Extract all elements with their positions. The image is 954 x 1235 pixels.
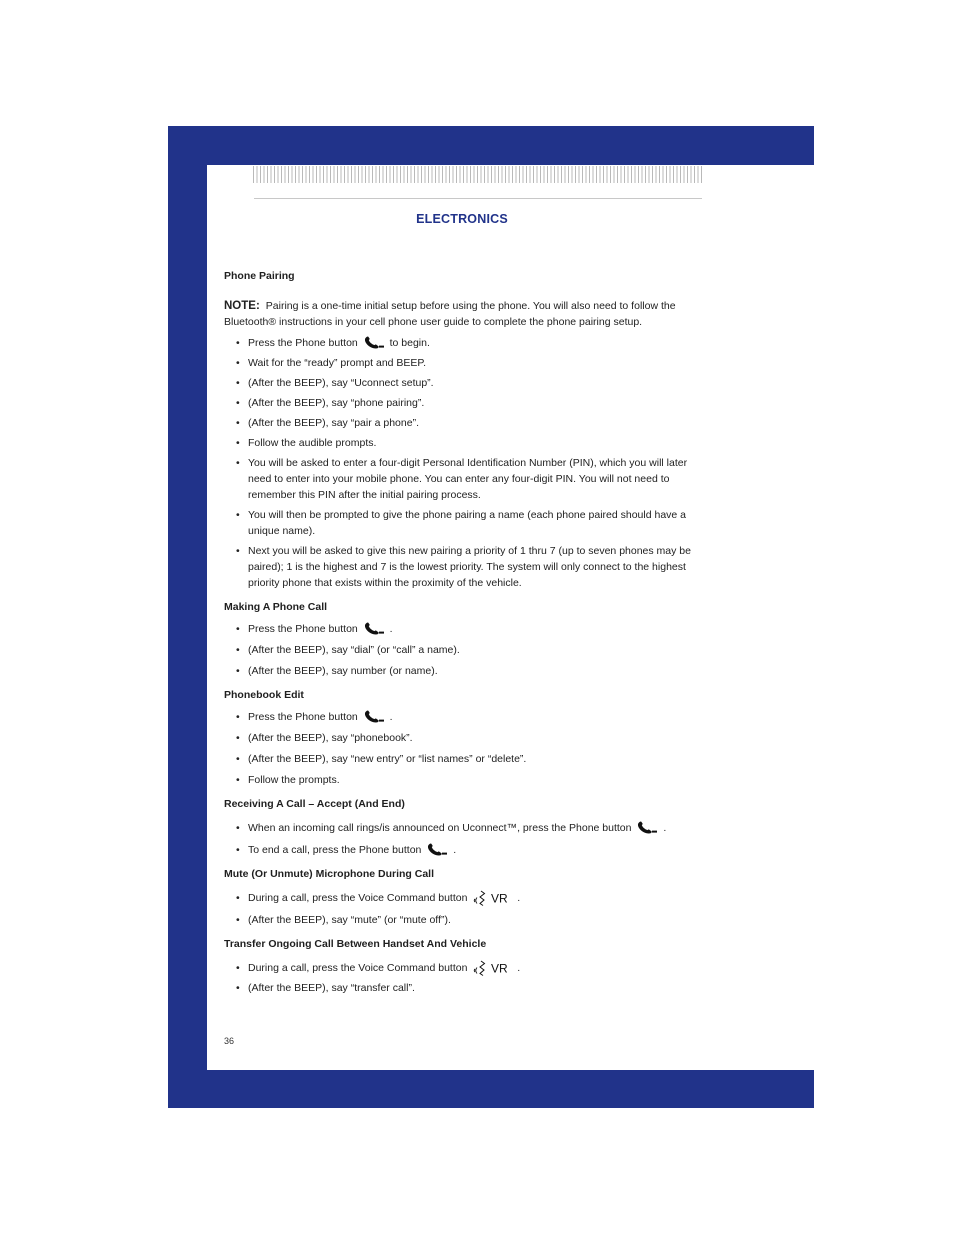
voice-command-vr-icon[interactable] bbox=[472, 960, 512, 976]
transfer-list bbox=[224, 960, 704, 996]
receiving-call-list bbox=[224, 820, 704, 858]
list-item: • Press the Phone button . bbox=[224, 621, 704, 637]
list-item: • (After the BEEP), say “mute” (or “mute off”). bbox=[224, 912, 704, 928]
list-item: • Follow the audible prompts. bbox=[224, 435, 704, 451]
list-item: • (After the BEEP), say “phone pairing”. bbox=[224, 395, 704, 411]
list-item: • (After the BEEP), say “phonebook”. bbox=[224, 730, 704, 746]
main-content bbox=[224, 268, 704, 996]
heading-transfer: Transfer Ongoing Call Between Handset And Vehicle bbox=[224, 938, 487, 951]
phone-icon[interactable] bbox=[363, 622, 385, 636]
list-item: • Press the Phone button to begin. bbox=[224, 335, 704, 351]
list-item: • Press the Phone button . bbox=[224, 709, 704, 725]
list-item: • (After the BEEP), say “pair a phone”. bbox=[224, 415, 704, 431]
header-rule bbox=[254, 198, 702, 199]
heading-making-call: Making A Phone Call bbox=[224, 601, 328, 613]
section-title: ELECTRONICS bbox=[416, 212, 508, 226]
list-item: • You will then be prompted to give the phone pairing a name (each phone paired should have a unique name). bbox=[224, 507, 704, 539]
phone-icon[interactable] bbox=[426, 843, 448, 857]
svg-text:VR: VR bbox=[491, 961, 509, 976]
list-item: • During a call, press the Voice Command button VR . bbox=[224, 890, 704, 906]
list-item: • Follow the prompts. bbox=[224, 772, 704, 788]
phone-icon[interactable] bbox=[636, 821, 658, 835]
list-item: • When an incoming call rings/is announced on Uconnect™, press the Phone button . bbox=[224, 820, 704, 836]
heading-receiving-call: Receiving A Call – Accept (And End) bbox=[224, 798, 405, 810]
list-item: • (After the BEEP), say number (or name). bbox=[224, 663, 704, 679]
phone-icon[interactable] bbox=[363, 336, 385, 350]
note-label: NOTE: bbox=[224, 300, 260, 312]
making-call-list bbox=[224, 621, 704, 679]
list-item: • (After the BEEP), say “Uconnect setup”. bbox=[224, 375, 704, 391]
list-item: • You will be asked to enter a four-digit Personal Identification Number (PIN), which you will later need to enter into your mobile phone. You can enter any four-digit PIN. You will not need to remember this PIN after the initial pairing process. bbox=[224, 455, 704, 503]
mute-list bbox=[224, 890, 704, 928]
phone-icon[interactable] bbox=[363, 710, 385, 724]
list-item: • To end a call, press the Phone button . bbox=[224, 842, 704, 858]
heading-phonebook-edit: Phonebook Edit bbox=[224, 689, 304, 701]
list-item: • (After the BEEP), say “dial” (or “call” a name). bbox=[224, 642, 704, 658]
voice-command-vr-icon[interactable] bbox=[472, 890, 512, 906]
list-item: • Wait for the “ready” prompt and BEEP. bbox=[224, 355, 704, 371]
list-item: • (After the BEEP), say “transfer call”. bbox=[224, 980, 704, 996]
list-item: • Next you will be asked to give this new pairing a priority of 1 thru 7 (up to seven phones may be paired); 1 is the highest and 7 is the lowest priority. The system will only connect to the highest priority phone that exists within the proximity of the vehicle. bbox=[224, 543, 704, 591]
heading-phone-pairing: Phone Pairing bbox=[224, 270, 295, 282]
list-item: • During a call, press the Voice Command button VR . bbox=[224, 960, 704, 976]
svg-text:VR: VR bbox=[491, 891, 509, 906]
note-text: Pairing is a one-time initial setup before using the phone. You will also need to follow the Bluetooth® instructions in your cell phone user guide to complete the phone pairing setup. bbox=[224, 300, 676, 328]
header-tick-strip bbox=[253, 166, 703, 183]
heading-mute: Mute (Or Unmute) Microphone During Call bbox=[224, 868, 434, 880]
page-number: 36 bbox=[224, 1036, 235, 1046]
list-item: • (After the BEEP), say “new entry” or “list names” or “delete”. bbox=[224, 751, 704, 767]
phonebook-edit-list bbox=[224, 709, 704, 788]
phone-pairing-list bbox=[224, 335, 704, 591]
note-paragraph bbox=[224, 298, 704, 330]
